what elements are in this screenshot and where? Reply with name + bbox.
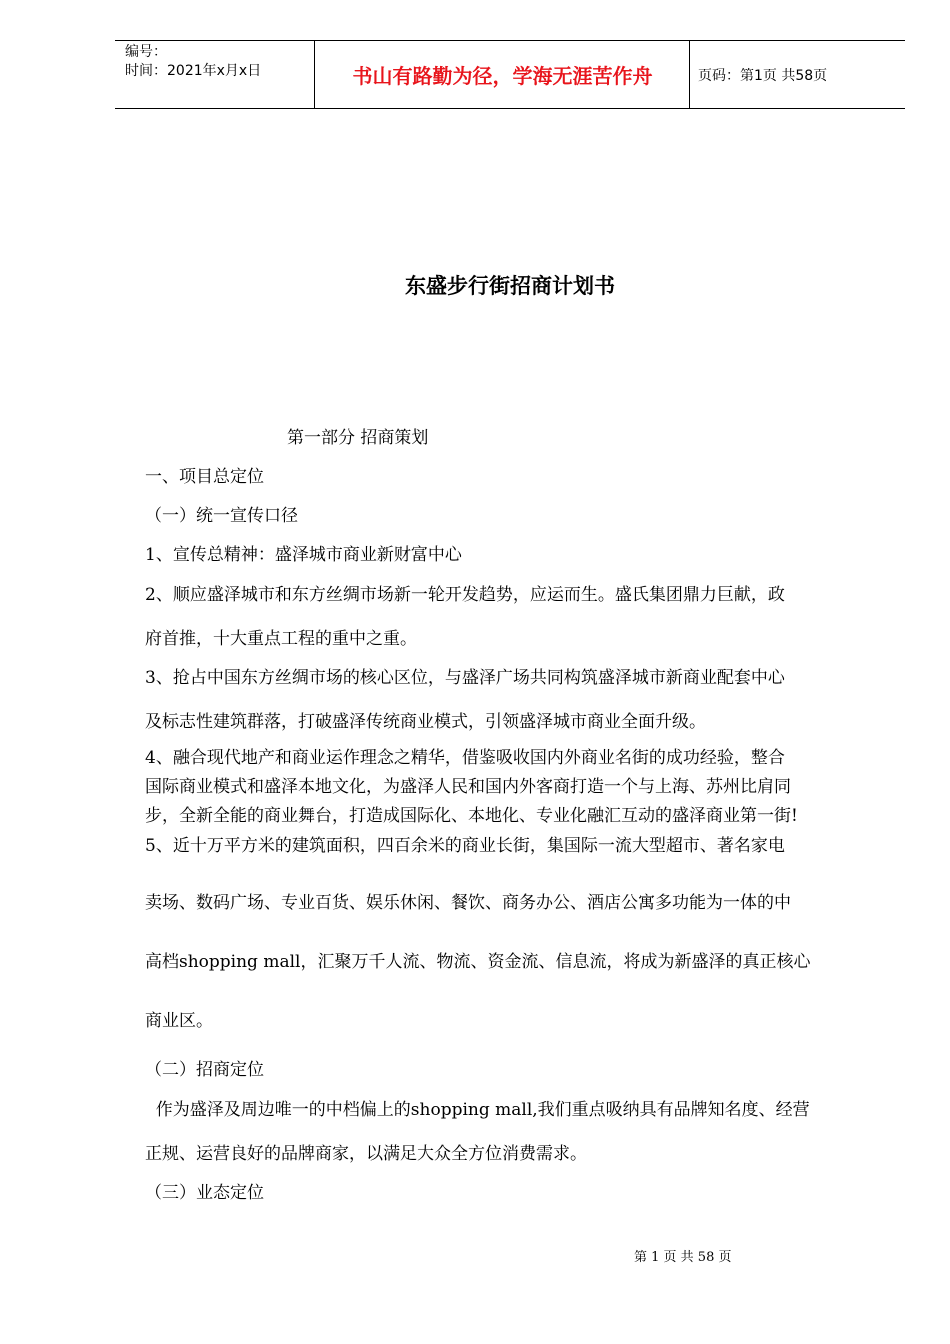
subsection-heading-2: （二）招商定位 <box>145 1060 264 1080</box>
item-4-paragraph <box>145 744 885 831</box>
item-3-line-1: 3、抢占中国东方丝绸市场的核心区位，与盛泽广场共同构筑盛泽城市新商业配套中心 <box>145 668 785 688</box>
item-5-line-4: 商业区。 <box>145 1011 213 1031</box>
header-meta-cell <box>115 41 315 108</box>
item-4-line-1: 4、融合现代地产和商业运作理念之精华，借鉴吸收国内外商业名街的成功经验，整合 <box>145 748 785 768</box>
sub2-line-2: 正规、运营良好的品牌商家，以满足大众全方位消费需求。 <box>145 1144 587 1164</box>
item-2-line-1: 2、顺应盛泽城市和东方丝绸市场新一轮开发趋势，应运而生。盛氏集团鼎力巨献，政 <box>145 585 785 605</box>
item-4-line-2: 国际商业模式和盛泽本地文化，为盛泽人民和国内外客商打造一个与上海、苏州比肩同 <box>145 777 791 797</box>
item-1: 1、宣传总精神：盛泽城市商业新财富中心 <box>145 545 462 565</box>
footer-page-number: 第 1 页 共 58 页 <box>634 1250 732 1265</box>
item-5-line-3: 高档shopping mall，汇聚万千人流、物流、资金流、信息流，将成为新盛泽的真正核心 <box>145 952 811 972</box>
item-4-line-3: 步，全新全能的商业舞台，打造成国际化、本地化、专业化融汇互动的盛泽商业第一街! <box>145 806 798 826</box>
item-5-line-1: 5、近十万平方米的建筑面积，四百余米的商业长街，集国际一流大型超市、著名家电 <box>145 836 785 856</box>
section-heading-1: 一、项目总定位 <box>145 467 264 487</box>
item-2-line-2: 府首推，十大重点工程的重中之重。 <box>145 629 417 649</box>
number-label: 编号： <box>125 44 167 60</box>
document-title: 东盛步行街招商计划书 <box>405 274 615 298</box>
time-text: 时间：2021年x月x日 <box>125 63 262 79</box>
header-table <box>115 40 905 109</box>
header-motto: 书山有路勤为径，学海无涯苦作舟 <box>316 41 690 108</box>
part-heading: 第一部分 招商策划 <box>287 428 429 448</box>
header-page-info: 页码：第1页 共58页 <box>698 67 828 84</box>
item-3-line-2: 及标志性建筑群落，打破盛泽传统商业模式，引领盛泽城市商业全面升级。 <box>145 712 706 732</box>
item-5-line-2: 卖场、数码广场、专业百货、娱乐休闲、餐饮、商务办公、酒店公寓多功能为一体的中 <box>145 893 791 913</box>
sub2-line-1: 作为盛泽及周边唯一的中档偏上的shopping mall,我们重点吸纳具有品牌知名度、经营 <box>145 1100 810 1120</box>
subsection-heading-3: （三）业态定位 <box>145 1183 264 1203</box>
subsection-heading-1: （一）统一宣传口径 <box>145 506 298 526</box>
